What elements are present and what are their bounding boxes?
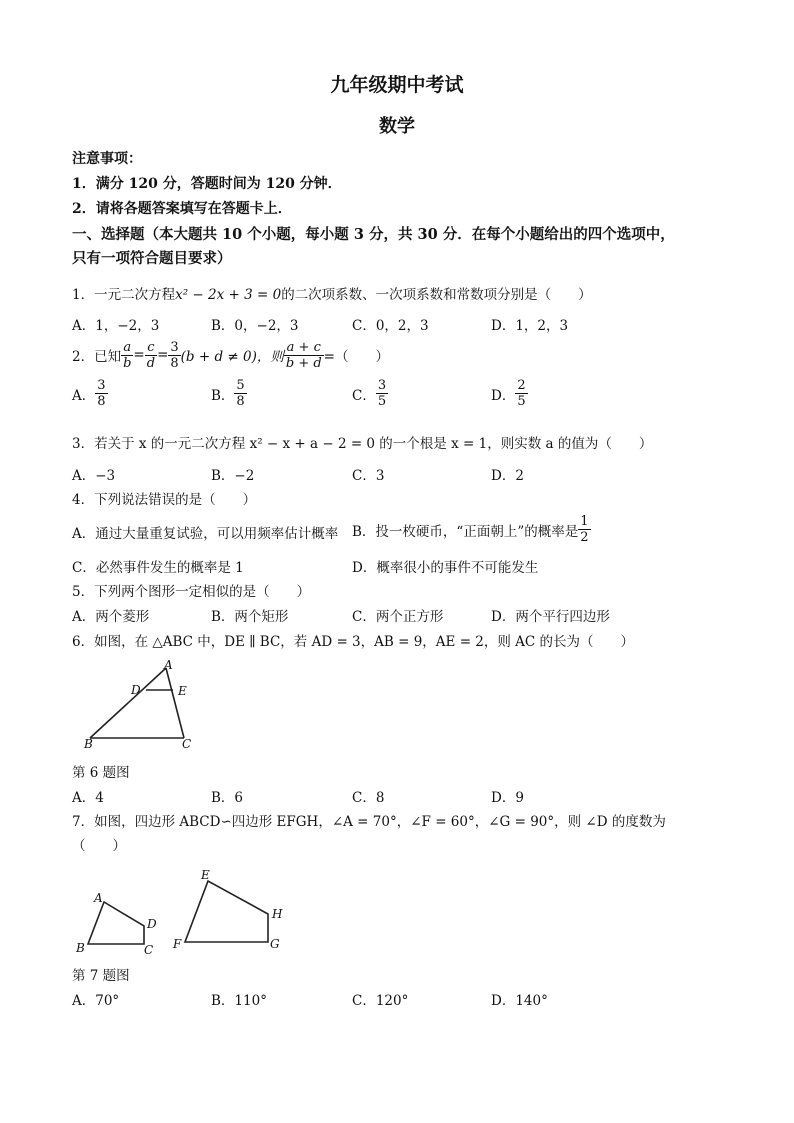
q3-option-c[interactable]: C．3 <box>352 468 385 484</box>
q7-option-a[interactable]: A．70° <box>72 993 120 1009</box>
q7-quad-abcd <box>88 902 144 944</box>
q6-label-e: E <box>178 684 187 698</box>
q1-equation: x² − 2x + 3 = 0 <box>175 287 282 303</box>
notes-item-2: 2．请将各题答案填写在答题卡上． <box>72 201 292 217</box>
q2-fraction-a-b: $\frac{a}{b}$ <box>123 339 132 371</box>
question-5: 5．下列两个图形一定相似的是（ ） <box>72 584 311 600</box>
q2-fraction-c-d: $\frac{c}{d}$ <box>146 339 156 371</box>
q2-equals-1: = <box>133 347 145 363</box>
q7-label-f: F <box>173 937 182 951</box>
q6-figure-caption: 第 6 题图 <box>72 765 130 781</box>
q6-label-b: B <box>84 737 93 751</box>
question-1 <box>72 283 592 303</box>
q7-figure-caption: 第 7 题图 <box>72 968 130 984</box>
q4-option-b[interactable]: B．投一枚硬币，“正面朝上”的概率是 $\frac{1}{2}$ <box>352 514 589 545</box>
question-7-cont: （ ） <box>72 838 126 854</box>
q7-option-d[interactable]: D．140° <box>491 993 548 1009</box>
q2-equals-2: = <box>157 347 169 363</box>
q7-quadrilaterals-figure <box>72 862 292 960</box>
q6-option-b[interactable]: B．6 <box>211 790 244 806</box>
q1-option-a[interactable]: A．1，−2，3 <box>72 318 160 334</box>
q6-triangle-figure <box>72 656 202 752</box>
q3-option-a[interactable]: A．−3 <box>72 468 116 484</box>
question-3: 3．若关于 x 的一元二次方程 x² − x + a − 2 = 0 的一个根是 x = 1，则实数 a 的值为（ ） <box>72 436 653 452</box>
q5-option-a[interactable]: A．两个菱形 <box>72 609 150 625</box>
q1-suffix: 的二次项系数、一次项系数和常数项分别是（ ） <box>281 287 592 303</box>
q7-label-a: A <box>94 891 103 905</box>
q2-fraction-3-8: $\frac{3}{8}$ <box>170 339 179 371</box>
q2-option-c[interactable]: C． $\frac{3}{5}$ <box>352 378 387 409</box>
q7-quad-efgh <box>185 881 268 942</box>
q3-option-b[interactable]: B．−2 <box>211 468 255 484</box>
q6-option-c[interactable]: C．8 <box>352 790 385 806</box>
q6-option-d[interactable]: D．9 <box>491 790 524 806</box>
notes-heading: 注意事项： <box>72 151 142 167</box>
q6-label-c: C <box>182 737 192 751</box>
section-1-heading: 一、选择题（本大题共 10 个小题，每小题 3 分，共 30 分．在每个小题给出的四个选项中， <box>72 226 675 243</box>
q4-option-c[interactable]: C．必然事件发生的概率是 1 <box>72 560 244 576</box>
q7-label-c: C <box>144 943 154 957</box>
notes-item-1: 1．满分 120 分，答题时间为 120 分钟． <box>72 176 342 192</box>
q7-option-c[interactable]: C．120° <box>352 993 409 1009</box>
q6-label-a: A <box>164 658 173 672</box>
q4-option-d[interactable]: D．概率很小的事件不可能发生 <box>352 560 539 576</box>
q1-option-c[interactable]: C．0，2，3 <box>352 318 429 334</box>
q2-option-d[interactable]: D． $\frac{2}{5}$ <box>491 378 526 409</box>
q3-option-d[interactable]: D．2 <box>491 468 524 484</box>
subject-title: 数学 <box>379 116 415 137</box>
q2-condition: (b + d ≠ 0)，则 <box>180 349 284 365</box>
q6-label-d: D <box>131 683 141 697</box>
q2-suffix: =（ ） <box>323 349 389 365</box>
q1-option-d[interactable]: D．1，2，3 <box>491 318 569 334</box>
q2-prefix: 2．已知 <box>72 349 122 365</box>
q7-label-e: E <box>201 868 210 882</box>
q7-label-b: B <box>76 941 85 955</box>
q2-fraction-target: $\frac{a + c}{b + d}$ <box>285 339 322 371</box>
question-7: 7．如图，四边形 ABCD∽四边形 EFGH，∠A = 70°，∠F = 60°，∠G = 90°，则 ∠D 的度数为 <box>72 814 666 830</box>
q7-label-d: D <box>147 917 157 931</box>
q7-option-b[interactable]: B．110° <box>211 993 267 1009</box>
q5-option-b[interactable]: B．两个矩形 <box>211 609 289 625</box>
q5-option-d[interactable]: D．两个平行四边形 <box>491 609 610 625</box>
question-6: 6．如图，在 △ABC 中，DE ∥ BC，若 AD = 3，AB = 9，AE = 2，则 AC 的长为（ ） <box>72 634 635 650</box>
q6-side-ab <box>90 668 166 738</box>
q2-option-a[interactable]: A． $\frac{3}{8}$ <box>72 378 106 409</box>
q1-prefix: 1．一元二次方程 <box>72 287 176 303</box>
q7-label-g: G <box>270 937 280 951</box>
exam-title: 九年级期中考试 <box>330 74 464 96</box>
section-1-heading-cont: 只有一项符合题目要求） <box>72 250 232 267</box>
q6-side-ac <box>166 668 184 738</box>
q5-option-c[interactable]: C．两个正方形 <box>352 609 444 625</box>
q6-option-a[interactable]: A．4 <box>72 790 104 806</box>
q2-option-b[interactable]: B． $\frac{5}{8}$ <box>211 378 245 409</box>
question-4: 4．下列说法错误的是（ ） <box>72 492 257 508</box>
question-2 <box>72 337 389 373</box>
q7-label-h: H <box>272 907 283 921</box>
q1-option-b[interactable]: B．0，−2，3 <box>211 318 299 334</box>
q4-option-a[interactable]: A．通过大量重复试验，可以用频率估计概率 <box>72 526 339 542</box>
